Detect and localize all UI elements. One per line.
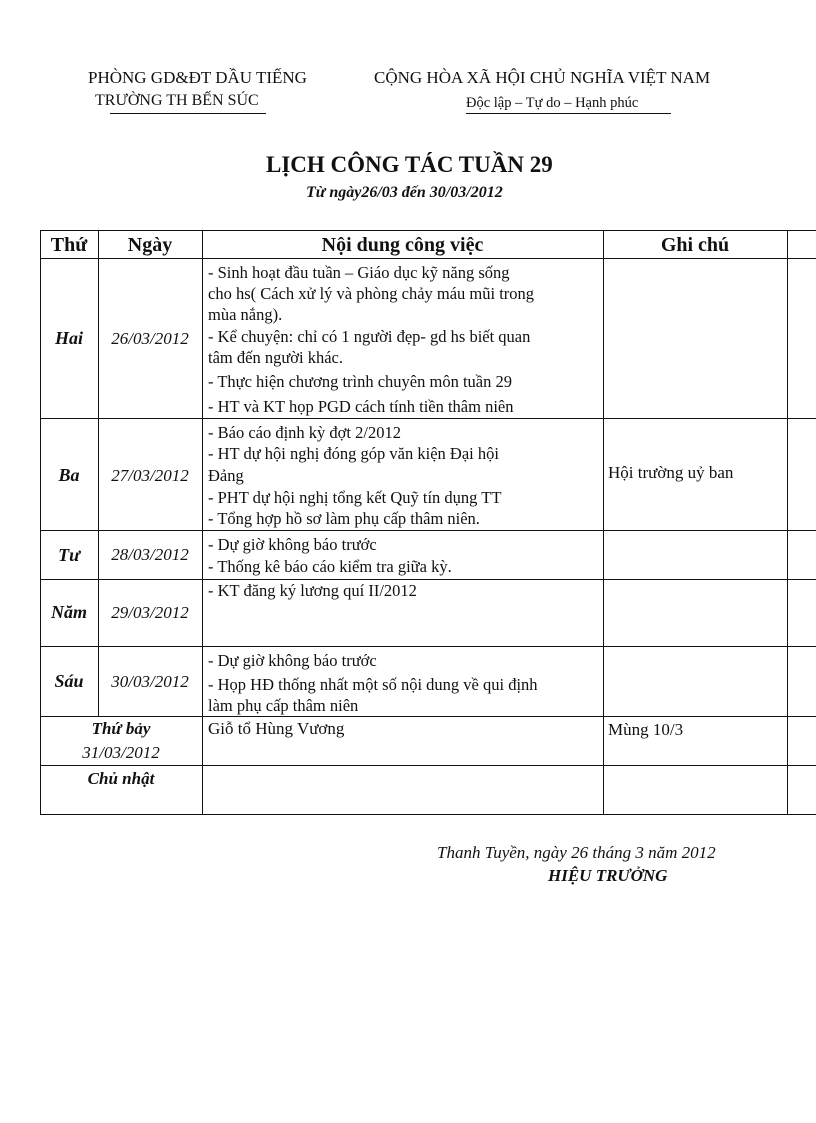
- header-day: Thứ: [50, 234, 88, 256]
- page-subtitle: Từ ngày26/03 đến 30/03/2012: [306, 184, 503, 201]
- row-day: Năm: [51, 602, 87, 622]
- table-border-bottom: [40, 814, 816, 815]
- task-line: - Họp HĐ thống nhất một số nội dung về qui định: [208, 675, 538, 694]
- table-row-divider: [40, 765, 816, 766]
- saturday-label: Thứ bảy: [91, 719, 151, 738]
- row-day: Sáu: [54, 671, 84, 691]
- table-col-divider: [787, 230, 788, 815]
- sunday-label: Chủ nhật: [87, 769, 155, 788]
- task-line: - KT đăng ký lương quí II/2012: [208, 581, 417, 600]
- task-line: cho hs( Cách xử lý và phòng chảy máu mũi trong: [208, 284, 535, 303]
- task-line: - Dự giờ không báo trước: [208, 535, 377, 554]
- table-row-divider: [40, 716, 816, 717]
- row-date: 30/03/2012: [111, 672, 189, 691]
- task-line: - Tổng hợp hồ sơ làm phụ cấp thâm niên.: [208, 509, 480, 528]
- task-line: - Thực hiện chương trình chuyên môn tuần 29: [208, 372, 512, 391]
- task-line: - PHT dự hội nghị tổng kết Quỹ tín dụng TT: [208, 488, 502, 507]
- saturday-note: Mùng 10/3: [608, 720, 684, 739]
- table-col-divider: [202, 230, 203, 815]
- table-col-divider: [603, 230, 604, 815]
- nation-name: CỘNG HÒA XÃ HỘI CHỦ NGHĨA VIỆT NAM: [374, 68, 711, 87]
- row-date: 26/03/2012: [111, 329, 189, 348]
- signer-title: HIỆU TRƯỞNG: [548, 866, 668, 885]
- row-date: 27/03/2012: [111, 466, 189, 485]
- department-name: PHÒNG GD&ĐT DẦU TIẾNG: [88, 68, 307, 87]
- table-row-divider: [40, 530, 816, 531]
- task-line: mùa nắng).: [208, 305, 283, 324]
- saturday-content: Giỗ tổ Hùng Vương: [208, 719, 345, 738]
- header-date: Ngày: [127, 234, 173, 256]
- row-day: Ba: [58, 465, 80, 485]
- saturday-date: 31/03/2012: [82, 743, 160, 762]
- task-line: làm phụ cấp thâm niên: [208, 696, 359, 715]
- school-name: TRƯỜNG TH BẾN SÚC: [95, 92, 259, 109]
- task-line: - HT và KT họp PGD cách tính tiền thâm niên: [208, 397, 514, 416]
- task-line: - Thống kê báo cáo kiểm tra giữa kỳ.: [208, 557, 452, 576]
- row-day: Hai: [54, 328, 83, 348]
- row-date: 28/03/2012: [111, 545, 189, 564]
- header-note: Ghi chú: [660, 234, 730, 256]
- header-content: Nội dung công việc: [321, 234, 484, 256]
- task-line: - HT dự hội nghị đóng góp văn kiện Đại hội: [208, 444, 499, 463]
- table-row-divider: [40, 418, 816, 419]
- row-day: Tư: [58, 545, 80, 565]
- table-row-divider: [40, 579, 816, 580]
- motto-underline: [466, 113, 671, 114]
- row-date: 29/03/2012: [111, 603, 189, 622]
- motto: Độc lập – Tự do – Hạnh phúc: [466, 95, 639, 111]
- task-line: tâm đến người khác.: [208, 348, 343, 367]
- school-underline: [110, 113, 266, 114]
- place-date: Thanh Tuyền, ngày 26 tháng 3 năm 2012: [437, 843, 716, 862]
- table-row-divider: [40, 646, 816, 647]
- row-note: Hội trường uỷ ban: [608, 463, 734, 482]
- task-line: Đảng: [208, 466, 244, 485]
- task-line: - Dự giờ không báo trước: [208, 651, 377, 670]
- task-line: - Sinh hoạt đầu tuần – Giáo dục kỹ năng sống: [208, 263, 510, 282]
- page-title: LỊCH CÔNG TÁC TUẦN 29: [266, 152, 553, 177]
- task-line: - Kể chuyện: chỉ có 1 người đẹp- gd hs biết quan: [208, 327, 531, 346]
- task-line: - Báo cáo định kỳ đợt 2/2012: [208, 423, 401, 442]
